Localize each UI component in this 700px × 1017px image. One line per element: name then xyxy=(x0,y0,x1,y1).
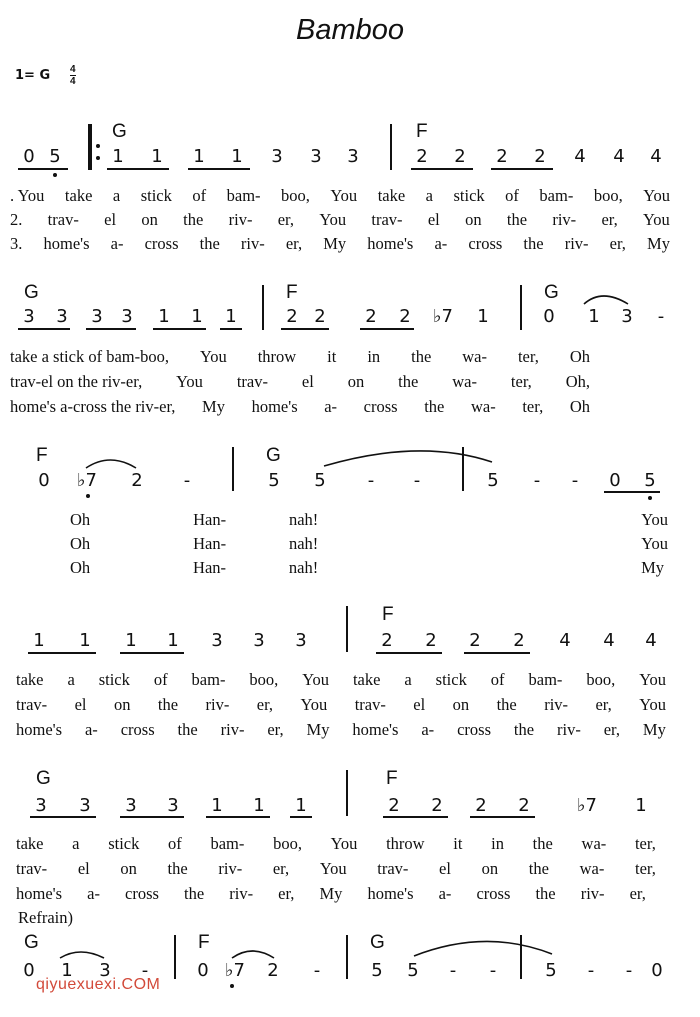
lyric-syllable: the xyxy=(532,834,553,853)
lyric-syllable: bam- xyxy=(191,670,226,689)
chord-label: F xyxy=(386,768,398,789)
lyric-syllable: riv- xyxy=(556,720,581,739)
lyric-syllable: wa- xyxy=(462,347,487,366)
lyric-syllable: Han- xyxy=(193,534,227,553)
lyric-syllable: on xyxy=(347,372,365,391)
lyric-syllable: trav- xyxy=(236,372,268,391)
note: 3 xyxy=(253,630,265,651)
note: 1 xyxy=(253,795,265,816)
lyric-syllable: My xyxy=(202,397,225,416)
lyric-syllable: take xyxy=(16,834,44,853)
note: 2 xyxy=(267,960,279,981)
note: 0 xyxy=(23,146,35,167)
lyric-syllable: You xyxy=(641,534,668,553)
chord-label: G xyxy=(544,282,559,303)
lyric-syllable: the xyxy=(184,884,205,903)
note: 0 xyxy=(38,470,50,491)
lyric-syllable: take a stick of bam-boo, xyxy=(10,347,169,366)
note: 1 xyxy=(295,795,307,816)
lyric-syllable: ter, xyxy=(517,347,539,366)
note: 0 xyxy=(651,960,663,981)
lyric-syllable: bam- xyxy=(528,670,563,689)
chord-label: F xyxy=(382,604,394,625)
lyric-syllable: riv- xyxy=(544,695,569,714)
note: 3 xyxy=(79,795,91,816)
note: 2 xyxy=(314,306,326,327)
lyric-syllable: ter, xyxy=(635,859,656,878)
note: 3 xyxy=(121,306,133,327)
lyric-syllable: take xyxy=(64,186,93,205)
slur-mark xyxy=(60,952,104,958)
lyric-syllable: trav-el on the riv-er, xyxy=(10,372,143,391)
lyric-syllable: Oh, xyxy=(565,372,590,391)
lyric-syllable: a xyxy=(425,186,433,205)
note: 3 xyxy=(167,795,179,816)
slur-mark xyxy=(232,951,274,958)
lyric-syllable: a- xyxy=(84,720,98,739)
chord-label: F xyxy=(198,932,210,953)
lyric-syllable: bam- xyxy=(210,834,245,853)
note: 2 xyxy=(431,795,443,816)
note: 5 xyxy=(407,960,419,981)
lyric-syllable: of xyxy=(505,186,519,205)
lyric-syllable: the xyxy=(411,347,432,366)
lyric-syllable: My xyxy=(642,720,666,739)
lyric-syllable: trav- xyxy=(377,859,409,878)
note: 3 xyxy=(91,306,103,327)
note: 3 xyxy=(211,630,223,651)
note: 1 xyxy=(225,306,237,327)
chord-label: G xyxy=(24,282,39,303)
lyric-syllable: of xyxy=(153,670,168,689)
lyric-syllable: it xyxy=(453,834,463,853)
note: 0 xyxy=(23,960,35,981)
lyric-syllable: the xyxy=(199,234,220,253)
note: ♭7 xyxy=(433,306,453,327)
lyric-syllable: You xyxy=(643,210,670,229)
lyric-syllable: the xyxy=(513,720,535,739)
lyric-syllable: cross xyxy=(125,884,159,903)
note: 5 xyxy=(314,470,326,491)
chord-label: F xyxy=(416,121,428,142)
note: 2 xyxy=(388,795,400,816)
lyric-syllable: the xyxy=(528,859,549,878)
lyric-syllable: Oh xyxy=(569,347,590,366)
lyric-syllable: a xyxy=(67,670,75,689)
note: - xyxy=(571,470,579,491)
lyric-syllable: er, xyxy=(277,210,295,229)
lyric-syllable: cross xyxy=(120,720,155,739)
lyric-syllable: stick xyxy=(98,670,130,689)
note: 2 xyxy=(416,146,428,167)
lyric-syllable: riv- xyxy=(552,210,577,229)
lyric-syllable: nah! xyxy=(288,510,319,529)
lyric-syllable: the xyxy=(535,884,556,903)
note: 2 xyxy=(365,306,377,327)
lyric-syllable: home's xyxy=(16,884,63,903)
lyric-syllable: stick xyxy=(108,834,140,853)
lyric-syllable: stick xyxy=(140,186,172,205)
lyric-syllable: You xyxy=(639,670,666,689)
note: 4 xyxy=(574,146,586,167)
lyric-syllable: trav- xyxy=(47,210,79,229)
note: 4 xyxy=(613,146,625,167)
lyric-syllable: er, xyxy=(278,884,295,903)
lyric-syllable: a- xyxy=(438,884,452,903)
note: 1 xyxy=(125,630,137,651)
lyric-syllable: on xyxy=(141,210,158,229)
note: 2 xyxy=(475,795,487,816)
lyric-syllable: home's xyxy=(367,234,414,253)
lyric-syllable: it xyxy=(327,347,337,366)
lyric-syllable: el xyxy=(77,859,90,878)
lyric-syllable: nah! xyxy=(288,558,319,577)
lyric-syllable: wa- xyxy=(579,859,605,878)
note: 3 xyxy=(35,795,47,816)
lyric-syllable: a- xyxy=(87,884,100,903)
lyric-syllable: bam- xyxy=(226,186,261,205)
lyric-syllable: the xyxy=(177,720,198,739)
lyric-syllable: riv- xyxy=(218,859,243,878)
note: 2 xyxy=(454,146,466,167)
lyric-syllable: Han- xyxy=(193,510,227,529)
lyric-syllable: in xyxy=(491,834,504,853)
lyric-syllable: ter, xyxy=(510,372,532,391)
lyric-syllable: You xyxy=(319,859,347,878)
lyric-syllable: cross xyxy=(363,397,398,416)
lyric-syllable: the xyxy=(398,372,419,391)
lyric-syllable: You xyxy=(199,347,227,366)
lyric-syllable: You xyxy=(643,186,670,205)
lyric-syllable: Oh xyxy=(70,510,91,529)
note: 3 xyxy=(125,795,137,816)
lyric-syllable: riv- xyxy=(205,695,230,714)
lyric-syllable: a- xyxy=(110,234,124,253)
chord-label: F xyxy=(286,282,298,303)
note: 4 xyxy=(645,630,657,651)
lyric-syllable: take xyxy=(16,670,44,689)
note: - xyxy=(183,470,191,491)
lyric-syllable: riv- xyxy=(229,884,254,903)
watermark-text: qiyuexuexi.COM xyxy=(36,976,161,993)
note: 1 xyxy=(191,306,203,327)
note: 1 xyxy=(477,306,489,327)
note: 2 xyxy=(518,795,530,816)
lyric-syllable: My xyxy=(641,558,664,577)
note: - xyxy=(313,960,321,981)
lyric-syllable: You xyxy=(641,510,668,529)
lyric-syllable: trav- xyxy=(354,695,386,714)
lyric-syllable: stick xyxy=(453,186,485,205)
lyric-syllable: er, xyxy=(609,234,626,253)
lyric-syllable: My xyxy=(306,720,330,739)
chord-label: G xyxy=(266,445,281,466)
lyric-syllable: cross xyxy=(457,720,491,739)
lyric-syllable: el xyxy=(74,695,87,714)
lyric-syllable: a xyxy=(404,670,412,689)
lyric-syllable: Han- xyxy=(193,558,227,577)
note: 5 xyxy=(644,470,656,491)
note: 0 xyxy=(197,960,209,981)
lyric-syllable: on xyxy=(113,695,131,714)
lyric-syllable: er, xyxy=(256,695,274,714)
lyric-syllable: You xyxy=(330,186,358,205)
note: - xyxy=(449,960,457,981)
key-signature: 1= G xyxy=(15,68,51,83)
lyric-syllable: er, xyxy=(629,884,646,903)
time-signature-bottom: 4 xyxy=(70,76,76,87)
tie-mark xyxy=(414,941,552,956)
chord-label: F xyxy=(36,445,48,466)
lyric-syllable: on xyxy=(465,210,482,229)
lyric-syllable: nah! xyxy=(288,534,319,553)
lyric-syllable: boo, xyxy=(273,834,302,853)
lyric-syllable: el xyxy=(413,695,426,714)
lyric-syllable: the xyxy=(424,397,445,416)
note: 1 xyxy=(231,146,243,167)
lyric-syllable: el xyxy=(439,859,451,878)
lyric-syllable: take xyxy=(352,670,381,689)
lyric-syllable: bam- xyxy=(539,186,574,205)
note: 4 xyxy=(603,630,615,651)
lyric-syllable: on xyxy=(120,859,137,878)
lyric-syllable: ter, xyxy=(522,397,544,416)
note: 3 xyxy=(310,146,322,167)
lyric-syllable: home's xyxy=(16,720,63,739)
note: - xyxy=(367,470,375,491)
note: 1 xyxy=(112,146,124,167)
lyric-syllable: a xyxy=(72,834,80,853)
lyric-syllable: home's xyxy=(251,397,298,416)
lyric-syllable: boo, xyxy=(249,670,279,689)
lyric-syllable: trav- xyxy=(16,695,48,714)
lyric-syllable: a- xyxy=(324,397,338,416)
refrain-label: Refrain) xyxy=(18,908,73,927)
note: ♭7 xyxy=(577,795,597,816)
note: 3 xyxy=(271,146,283,167)
lyric-syllable: of xyxy=(168,834,182,853)
lyric-syllable: boo, xyxy=(593,186,623,205)
lyric-syllable: You xyxy=(319,210,347,229)
song-title: Bamboo xyxy=(295,14,404,46)
note: 5 xyxy=(487,470,499,491)
lyric-syllable: Oh xyxy=(70,534,91,553)
note: 2 xyxy=(496,146,508,167)
lyric-syllable: 3. xyxy=(10,234,23,253)
note: - xyxy=(587,960,595,981)
note: 5 xyxy=(371,960,383,981)
lyric-syllable: the xyxy=(183,210,204,229)
note: - xyxy=(657,306,665,327)
note: 2 xyxy=(534,146,546,167)
lyric-syllable: trav- xyxy=(371,210,403,229)
lyric-syllable: of xyxy=(490,670,505,689)
lyric-syllable: riv- xyxy=(580,884,605,903)
note: 2 xyxy=(425,630,437,651)
note: 3 xyxy=(347,146,359,167)
lyric-syllable: the xyxy=(167,859,188,878)
note: - xyxy=(141,960,149,981)
lyric-syllable: trav- xyxy=(16,859,48,878)
lyric-syllable: er, xyxy=(595,695,612,714)
lyric-syllable: er, xyxy=(267,720,284,739)
lyric-syllable: cross xyxy=(468,234,503,253)
lyric-syllable: the xyxy=(506,210,528,229)
note: 0 xyxy=(543,306,555,327)
note: 3 xyxy=(99,960,111,981)
lyric-syllable: a- xyxy=(421,720,435,739)
lyric-syllable: wa- xyxy=(581,834,607,853)
lyric-syllable: stick xyxy=(435,670,467,689)
note: 2 xyxy=(131,470,143,491)
chord-label: G xyxy=(370,932,385,953)
lyric-syllable: boo, xyxy=(281,186,310,205)
lyric-syllable: wa- xyxy=(452,372,477,391)
lyric-syllable: 2. xyxy=(10,210,23,229)
lyric-syllable: er, xyxy=(285,234,303,253)
note: 1 xyxy=(151,146,163,167)
lyric-syllable: home's a-cross the riv-er, xyxy=(10,397,176,416)
lyric-syllable: cross xyxy=(476,884,511,903)
note: 3 xyxy=(23,306,35,327)
lyric-syllable: Oh xyxy=(569,397,590,416)
note: 1 xyxy=(61,960,73,981)
lyric-syllable: throw xyxy=(386,834,425,853)
note: 3 xyxy=(56,306,68,327)
note: 5 xyxy=(545,960,557,981)
note: 1 xyxy=(635,795,647,816)
slur-mark xyxy=(584,296,628,304)
lyric-syllable: You xyxy=(302,670,329,689)
lyric-syllable: er, xyxy=(601,210,618,229)
lyric-syllable: home's xyxy=(352,720,399,739)
lyric-syllable: a- xyxy=(434,234,448,253)
time-signature-top: 4 xyxy=(70,64,76,75)
note: - xyxy=(625,960,633,981)
note: 1 xyxy=(588,306,600,327)
lyric-syllable: el xyxy=(104,210,117,229)
slur-mark xyxy=(86,460,136,468)
note: 3 xyxy=(621,306,633,327)
note: - xyxy=(413,470,421,491)
note: 1 xyxy=(158,306,170,327)
lyric-syllable: riv- xyxy=(220,720,245,739)
lyric-syllable: riv- xyxy=(564,234,589,253)
lyric-syllable: the xyxy=(157,695,179,714)
lyric-syllable: riv- xyxy=(240,234,265,253)
lyric-syllable: a xyxy=(112,186,121,205)
lyric-syllable: el xyxy=(301,372,314,391)
note: 2 xyxy=(286,306,298,327)
note: 2 xyxy=(513,630,525,651)
lyric-syllable: the xyxy=(523,234,544,253)
note: 1 xyxy=(211,795,223,816)
lyric-syllable: throw xyxy=(257,347,297,366)
note: ♭7 xyxy=(225,960,245,981)
note: 4 xyxy=(650,146,662,167)
note: - xyxy=(489,960,497,981)
lyric-syllable: the xyxy=(496,695,517,714)
lyric-syllable: You xyxy=(176,372,203,391)
lyric-syllable: My xyxy=(323,234,347,253)
note: 5 xyxy=(49,146,61,167)
lyric-syllable: home's xyxy=(367,884,414,903)
chord-label: G xyxy=(24,932,39,953)
note: ♭7 xyxy=(77,470,97,491)
note: 1 xyxy=(33,630,45,651)
lyric-syllable: er, xyxy=(272,859,290,878)
note: 2 xyxy=(469,630,481,651)
note: 2 xyxy=(381,630,393,651)
lyric-syllable: My xyxy=(647,234,670,253)
note: 5 xyxy=(268,470,280,491)
lyric-syllable: el xyxy=(427,210,440,229)
note: 4 xyxy=(559,630,571,651)
lyric-syllable: ter, xyxy=(634,834,656,853)
note: 1 xyxy=(167,630,179,651)
lyric-syllable: riv- xyxy=(228,210,253,229)
lyric-syllable: You xyxy=(639,695,666,714)
lyric-syllable: You xyxy=(300,695,328,714)
note: 0 xyxy=(609,470,621,491)
note: - xyxy=(533,470,541,491)
chord-label: G xyxy=(112,121,127,142)
lyric-syllable: home's xyxy=(43,234,90,253)
lyric-syllable: on xyxy=(481,859,499,878)
lyric-syllable: My xyxy=(319,884,343,903)
lyric-syllable: . You xyxy=(10,186,45,205)
lyric-syllable: wa- xyxy=(470,397,496,416)
note: 1 xyxy=(79,630,91,651)
lyric-syllable: in xyxy=(367,347,381,366)
note: 3 xyxy=(295,630,307,651)
note: 2 xyxy=(399,306,411,327)
lyric-syllable: Oh xyxy=(70,558,91,577)
lyric-syllable: cross xyxy=(144,234,179,253)
lyric-syllable: You xyxy=(330,834,358,853)
lyric-syllable: boo, xyxy=(586,670,616,689)
lyric-syllable: take xyxy=(377,186,406,205)
note: 1 xyxy=(193,146,205,167)
chord-label: G xyxy=(36,768,51,789)
tie-mark xyxy=(324,451,492,466)
lyric-syllable: er, xyxy=(603,720,621,739)
lyric-syllable: on xyxy=(452,695,470,714)
lyric-syllable: of xyxy=(192,186,207,205)
